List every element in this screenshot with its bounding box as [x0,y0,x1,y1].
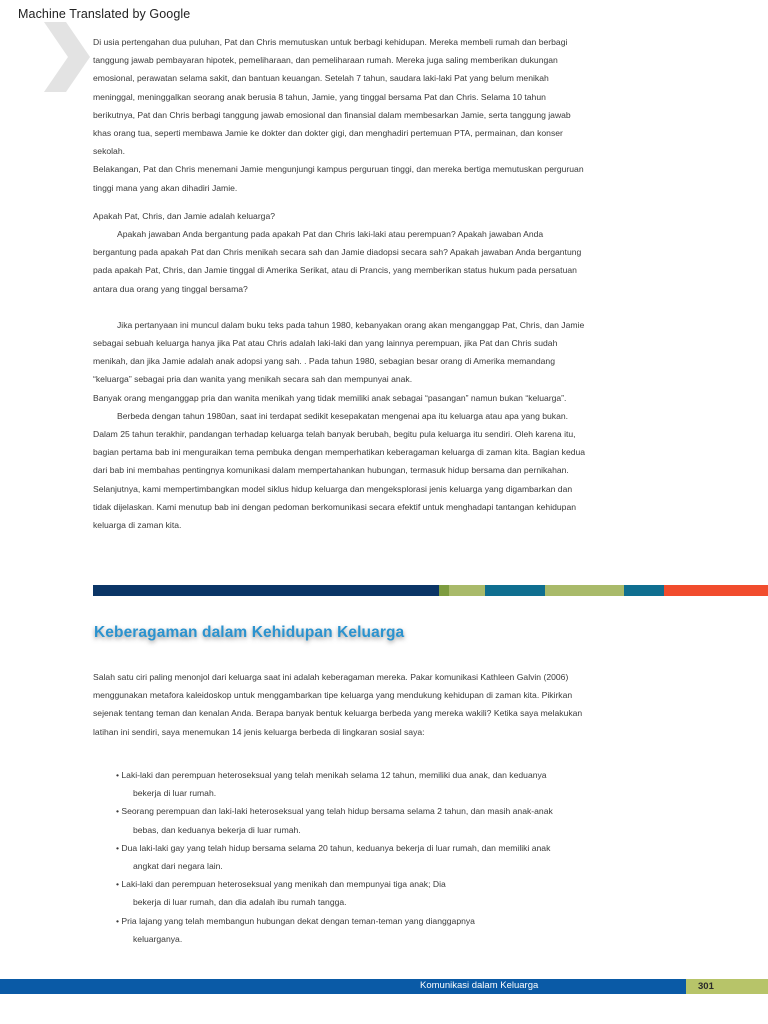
footer-book-title: Komunikasi dalam Keluarga [420,980,539,991]
intro-paragraph-2: Belakangan, Pat dan Chris menemani Jamie mengunjungi kampus perguruan tinggi, dan mereka bertiga memutuskan perguruan tinggi mana yang akan dihadiri Jamie. [93,164,584,193]
divider-segment [93,585,439,596]
section-paragraph-1: Salah satu ciri paling menonjol dari keluarga saat ini adalah keberagaman mereka. Pakar komunikasi Kathleen Galvin (2006) menggunakan metafora kaleidoskop untuk menggambarkan tipe keluarga yang mendukung kehidupan di zaman kita. Pikirkan sejenak tentang teman dan kenalan Anda. Berapa banyak bentuk keluarga berbeda yang mereka wakili? Ketika saya melakukan latihan ini sendiri, saya menemukan 14 jenis keluarga berbeda di lingkaran sosial saya: [93,672,583,737]
list-item: • Dua laki-laki gay yang telah hidup bersama selama 20 tahun, keduanya bekerja di luar rumah, dan memiliki anak angkat dari negara lain. [116,842,551,872]
intro-text [93,33,588,534]
divider-segment [485,585,545,596]
intro-paragraph-7: Selanjutnya, kami mempertimbangkan model siklus hidup keluarga dan mengeksplorasi jenis keluarga yang digambarkan dan tidak dijelaskan. Kami menutup bab ini dengan pedoman berkomunikasi secara efektif untuk menghadapi tantangan kehidupan keluarga di zaman kita. [93,483,577,531]
intro-question: Apakah Pat, Chris, dan Jamie adalah keluarga? [93,210,276,221]
page-number: 301 [686,979,768,994]
machine-translation-watermark: Machine Translated by Google [18,7,191,21]
divider-segment [449,585,485,596]
intro-paragraph-4: Jika pertanyaan ini muncul dalam buku teks pada tahun 1980, kebanyakan orang akan menganggap Pat, Chris, dan Jamie sebagai sebuah keluarga hanya jika Pat atau Chris adalah laki-laki dan yang lainnya perempuan, jika Pat dan Chris sudah menikah, dan jika Jamie adalah anak adopsi yang sah. . Pada tahun 1980, sebagian besar orang di Amerika memandang “keluarga” sebagai pria dan wanita yang menikah secara sah dan mempunyai anak. [93,319,585,385]
section-text [93,668,588,741]
chevron-decoration-icon [44,22,92,92]
intro-paragraph-3: Apakah jawaban Anda bergantung pada apakah Pat dan Chris laki-laki atau perempuan? Apakah jawaban Anda bergantung pada apakah Pat dan Chris menikah secara sah dan Jamie diadopsi secara sah? Apakah jawaban Anda bergantung pada apakah Pat, Chris, dan Jamie tinggal di Amerika Serikat, atau di Prancis, yang memberikan status hukum pada persatuan antara dua orang yang tinggal bersama? [93,229,582,294]
list-item: • Laki-laki dan perempuan heteroseksual yang menikah dan mempunyai tiga anak; Dia bekerja di luar rumah, dan dia adalah ibu rumah tangga. [116,879,446,908]
divider-segment [624,585,664,596]
intro-paragraph-5: Banyak orang menganggap pria dan wanita menikah yang tidak memiliki anak sebagai “pasangan” namun bukan “keluarga”. [93,392,567,403]
section-divider-bar [93,585,768,596]
divider-segment [439,585,449,596]
page-footer [0,979,768,994]
divider-segment [545,585,624,596]
intro-paragraph-6: Berbeda dengan tahun 1980an, saat ini terdapat sedikit kesepakatan mengenai apa itu keluarga atau apa yang bukan. Dalam 25 tahun terakhir, pandangan terhadap keluarga telah banyak berubah, begitu pula keluarga itu sendiri. Oleh karena itu, bagian pertama bab ini menguraikan tema pembuka dengan memperhatikan keberagaman keluarga di zaman kita. Bagian kedua dari bab ini membahas pentingnya komunikasi dalam mempertahankan hubungan, termasuk hidup bersama dan pernikahan. [93,410,586,476]
section-heading: Keberagaman dalam Kehidupan Keluarga [94,624,405,641]
list-item: • Pria lajang yang telah membangun hubungan dekat dengan teman-teman yang dianggapnya keluarganya. [116,915,475,944]
list-item: • Seorang perempuan dan laki-laki heteroseksual yang telah hidup bersama selama 2 tahun, dan masih anak-anak bebas, dan keduanya bekerja di luar rumah. [116,806,553,835]
footer-title-bar [0,979,686,994]
family-types-list [116,766,596,948]
list-item: • Laki-laki dan perempuan heteroseksual yang telah menikah selama 12 tahun, memiliki dua anak, dan keduanya bekerja di luar rumah. [116,770,547,799]
intro-paragraph-1: Di usia pertengahan dua puluhan, Pat dan Chris memutuskan untuk berbagi kehidupan. Mereka membeli rumah dan berbagi tanggung jawab pembayaran hipotek, pemeliharaan, dan pemeliharaan rumah. Mereka juga saling memberikan dukungan emosional, perawatan selama sakit, dan bantuan keuangan. Setelah 7 tahun, saudara laki-laki Pat yang belum menikah meninggal, meninggalkan seorang anak berusia 8 tahun, Jamie, yang tinggal bersama Pat dan Chris. Selama 10 tahun berikutnya, Pat dan Chris berbagi tanggung jawab emosional dan finansial dalam membesarkan Jamie, serta tanggung jawab khas orang tua, seperti membawa Jamie ke dokter dan dokter gigi, dan menghadiri pertemuan PTA, permainan, dan konser sekolah. [93,37,571,157]
divider-segment [664,585,768,596]
